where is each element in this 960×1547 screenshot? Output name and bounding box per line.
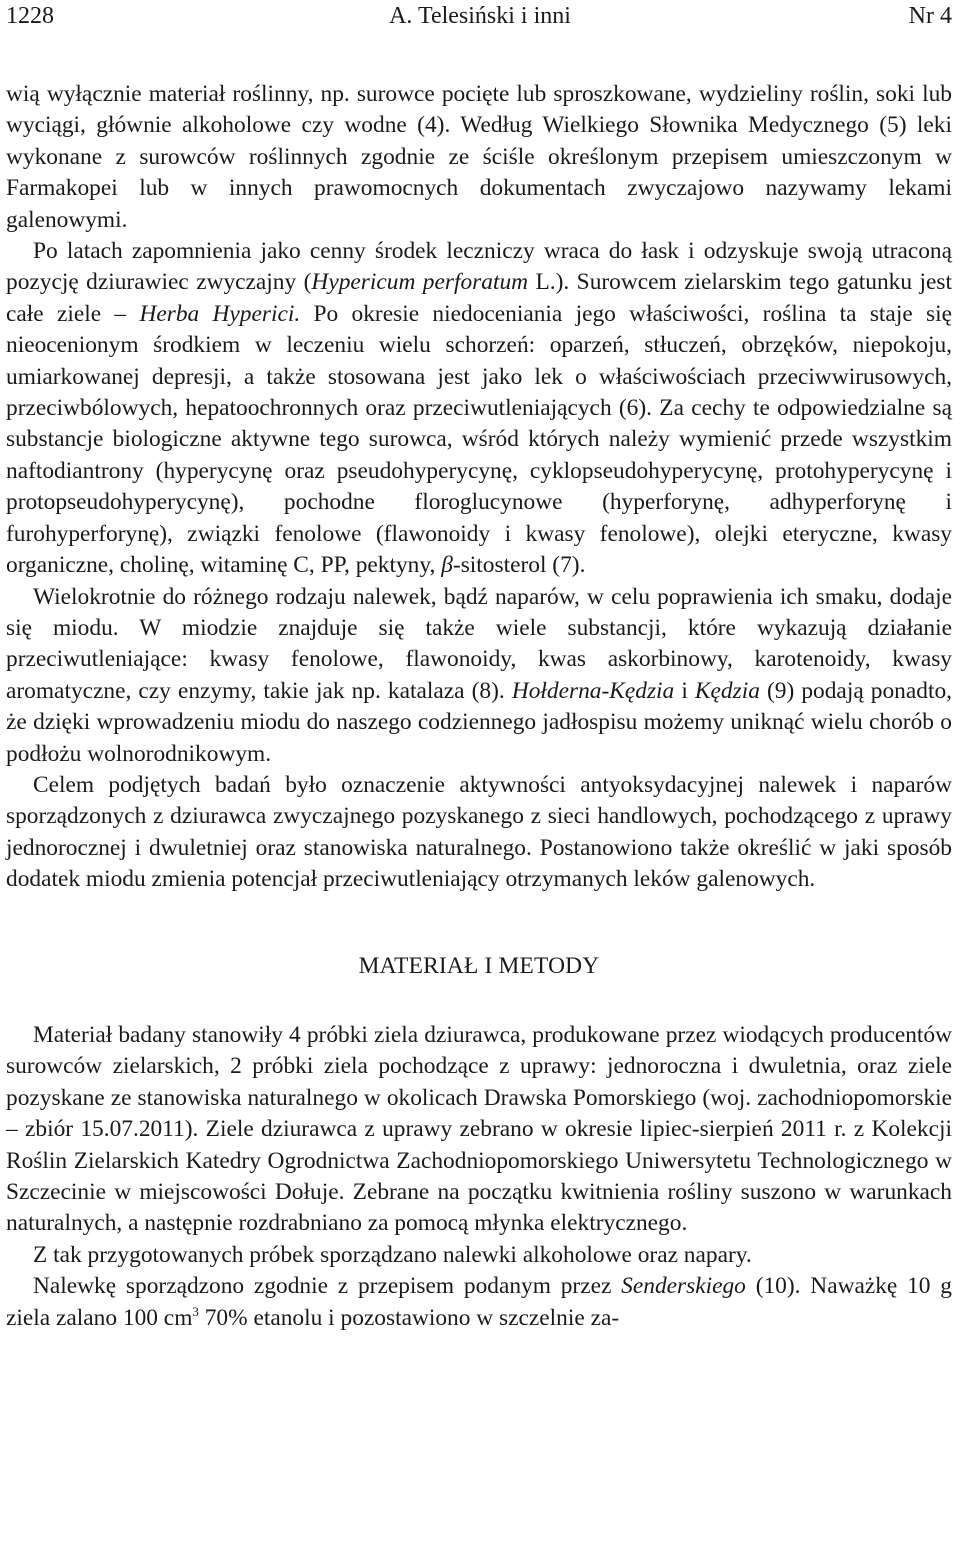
- paragraph-text: Wielokrotnie do różnego rodzaju nalewek, bądź naparów, w celu poprawienia ich smaku, dodaje się miodu. W miodzie znajduje się także wiele substancji, które wykazują działanie przeciwutleniające: kwasy fenolowe, flawonoidy, kwas askorbinowy, karotenoidy, kwasy aromatyczne, czy enzymy, takie jak np. katalaza (8).: [6, 583, 952, 704]
- paragraph-text: (9) podają ponadto, że dzięki wprowadzeniu miodu do naszego codziennego jadłospisu możemy uniknąć wielu chorób o podłożu wolnorodnikowym.: [6, 677, 952, 767]
- paragraph-text: L.). Surowcem zielarskim tego gatunku jest całe ziele –: [6, 269, 952, 327]
- paragraph-aim: [6, 770, 952, 896]
- issue-number: Nr 4: [908, 3, 952, 29]
- paragraph-text: i: [674, 677, 695, 704]
- paragraph-honey: [6, 582, 952, 770]
- paragraph-text: Nalewkę sporządzono zgodnie z przepisem podanym przez: [33, 1273, 622, 1300]
- article-body: [6, 79, 952, 1334]
- paragraph-text: Celem podjętych badań było oznaczenie aktywności antyoksydacyjnej nalewek i naparów sporządzonych z dziurawca zwyczajnego pozyskanego z sieci handlowych, pochodzącego z uprawy jednorocznej i dwuletniej oraz stanowiska naturalnego. Postanowiono także określić w jaki sposób dodatek miodu zmienia potencjał przeciwutleniający otrzymanych leków galenowych.: [6, 771, 952, 893]
- running-header: [0, 0, 960, 32]
- paragraph-text: Po latach zapomnienia jako cenny środek leczniczy wraca do łask i odzyskuje swoją utraconą pozycję dziurawiec zwyczajny (: [6, 238, 952, 296]
- herb-name: Herba Hyperici.: [139, 300, 301, 327]
- beta-symbol: β: [441, 552, 453, 579]
- section-heading: MATERIAŁ I METODY: [358, 952, 600, 979]
- author-name: Hołderna-Kędzia: [511, 677, 675, 704]
- author-name: Senderskiego: [621, 1273, 746, 1300]
- paragraph-text: Materiał badany stanowiły 4 próbki ziela dziurawca, produkowane przez wiodących producentów surowców zielarskich, 2 próbki ziela pochodzące z uprawy: jednoroczna i dwuletnia, oraz ziele pozyskane ze stanowiska naturalnego w okolicach Drawska Pomorskiego (woj. zachodniopomorskie – zbiór 15.07.2011). Ziele dziurawca z uprawy zebrano w okresie lipiec-sierpień 2011 r. z Kolekcji Roślin Zielarskich Katedry Ogrodnictwa Zachodniopomorskiego Uniwersytetu Technologicznego w Szczecinie w miejscowości Dołuje. Zebrane na początku kwitnienia rośliny suszono w warunkach naturalnych, a następnie rozdrabniano za pomocą młynka elektrycznego.: [6, 1021, 952, 1237]
- author-name: Kędzia: [694, 677, 760, 704]
- paragraph-text: 70% etanolu i pozostawiono w szczelnie za-: [198, 1304, 620, 1331]
- paragraph-text: (10). Naważkę 10 g ziela zalano 100 cm: [6, 1273, 952, 1331]
- paragraph-text: wią wyłącznie materiał roślinny, np. surowce pocięte lub sproszkowane, wydzieliny roślin, soki lub wyciągi, głównie alkoholowe czy wodne (4). Według Wielkiego Słownika Medycznego (5) leki wykonane z surowców roślinnych zgodnie ze ściśle określonym przepisem umieszczonym w Farmakopei lub w innych prawomocnych dokumentach zwyczajowo nazywamy lekami galenowymi.: [6, 81, 952, 233]
- paragraph-tincture: [6, 1271, 952, 1334]
- paragraph-continuation: [6, 79, 952, 236]
- paragraph-text: Po okresie niedoceniania jego właściwości, roślina ta staje się nieocenionym środkiem w leczeniu wielu schorzeń: oparzeń, stłuczeń, obrzęków, niepokoju, umiarkowanej depresji, a także stosowana jest jako lek o właściwościach przeciwwirusowych, przeciwbólowych, hepatoochronnych oraz przeciwutleniających (6). Za cechy te odpowiedzialne są substancje biologiczne aktywne tego surowca, wśród których należy wymienić przede wszystkim naftodiantrony (hyperycynę oraz pseudohyperycynę, cyklopseudohyperycynę, protohyperycynę i protopseudohyperycynę), pochodne floroglucynowe (hyperforynę, adhyperforynę i furohyperforynę), związki fenolowe (flawonoidy i kwasy fenolowe), olejki eteryczne, kwasy organiczne, cholinę, witaminę C, PP, pektyny,: [6, 300, 952, 579]
- paragraph-text: Z tak przygotowanych próbek sporządzano nalewki alkoholowe oraz napary.: [33, 1241, 752, 1268]
- running-authors: A. Telesiński i inni: [389, 3, 571, 29]
- paragraph-hypericum: [6, 236, 952, 581]
- paragraph-material: [6, 1020, 952, 1240]
- page-number: 1228: [6, 3, 54, 29]
- species-name: Hypericum perforatum: [311, 269, 529, 296]
- paragraph-text: -sitosterol (7).: [452, 552, 586, 579]
- superscript: 3: [192, 1303, 199, 1319]
- paragraph-samples: [6, 1240, 952, 1271]
